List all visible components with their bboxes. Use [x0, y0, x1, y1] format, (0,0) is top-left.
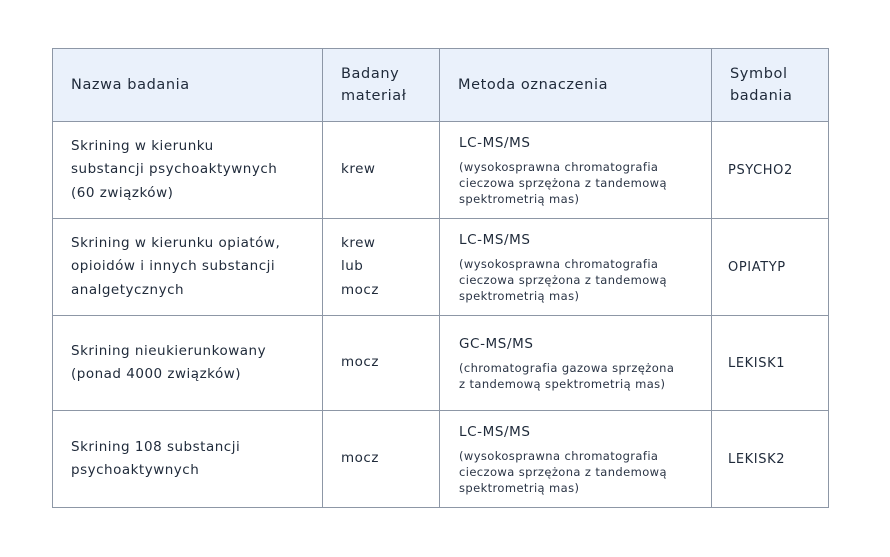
- cell-symbol: LEKISK1: [712, 316, 829, 411]
- test-name-line: analgetycznych: [71, 281, 185, 298]
- material-line: mocz: [341, 354, 379, 371]
- method-name: GC-MS/MS: [459, 335, 534, 352]
- cell-test-name: [53, 122, 323, 219]
- cell-symbol: LEKISK2: [712, 411, 829, 508]
- material-line: krew: [341, 161, 376, 178]
- tests-table-container: [52, 48, 828, 508]
- header-test-name: [53, 49, 323, 122]
- method-desc-line: z tandemową spektrometrią mas): [459, 376, 666, 391]
- cell-method: [440, 411, 712, 508]
- method-desc-line: spektrometrią mas): [459, 480, 580, 495]
- header-symbol-line: Symbol: [730, 66, 788, 82]
- test-name-line: substancji psychoaktywnych: [71, 161, 278, 178]
- tests-table: [52, 48, 829, 508]
- method-name: LC-MS/MS: [459, 423, 531, 440]
- test-name-line: Skrining w kierunku opiatów,: [71, 234, 281, 251]
- method-desc-line: (wysokosprawna chromatografia: [459, 256, 659, 271]
- method-desc-line: (chromatografia gazowa sprzężona: [459, 360, 675, 375]
- method-desc-line: cieczowa sprzężona z tandemową: [459, 272, 667, 287]
- method-desc-line: spektrometrią mas): [459, 191, 580, 206]
- material-line: mocz: [341, 450, 379, 467]
- header-material-line: Badany: [341, 66, 400, 82]
- test-name-line: psychoaktywnych: [71, 462, 200, 478]
- method-name: LC-MS/MS: [459, 134, 531, 151]
- table-row: [53, 219, 829, 316]
- test-name-line: (ponad 4000 związków): [71, 366, 242, 382]
- header-symbol-line: badania: [730, 88, 793, 104]
- cell-symbol: OPIATYP: [712, 219, 829, 316]
- table-row: [53, 411, 829, 508]
- method-description: [459, 360, 705, 392]
- cell-material: [323, 219, 440, 316]
- cell-method: [440, 122, 712, 219]
- table-header: [53, 49, 829, 122]
- method-desc-line: (wysokosprawna chromatografia: [459, 159, 659, 174]
- header-method: [440, 49, 712, 122]
- header-symbol: [712, 49, 829, 122]
- cell-test-name: [53, 219, 323, 316]
- header-test-name-line: Nazwa badania: [71, 77, 190, 93]
- test-name-line: opioidów i innych substancji: [71, 258, 276, 275]
- table-row: [53, 122, 829, 219]
- method-desc-line: cieczowa sprzężona z tandemową: [459, 175, 667, 190]
- cell-method: [440, 219, 712, 316]
- test-name-line: Skrining nieukierunkowany: [71, 342, 267, 359]
- material-line: krew: [341, 234, 376, 251]
- method-desc-line: cieczowa sprzężona z tandemową: [459, 464, 667, 479]
- cell-test-name: [53, 316, 323, 411]
- method-description: [459, 159, 705, 207]
- header-material-line: materiał: [341, 88, 407, 104]
- method-description: [459, 256, 705, 304]
- test-name-line: Skrining 108 substancji: [71, 438, 241, 455]
- method-description: [459, 448, 705, 496]
- table-body: [53, 122, 829, 508]
- material-line: lub: [341, 258, 364, 275]
- cell-test-name: [53, 411, 323, 508]
- cell-material: [323, 122, 440, 219]
- method-desc-line: (wysokosprawna chromatografia: [459, 448, 659, 463]
- cell-material: [323, 316, 440, 411]
- method-name: LC-MS/MS: [459, 231, 531, 248]
- header-material: [323, 49, 440, 122]
- material-line: mocz: [341, 281, 379, 298]
- cell-symbol: PSYCHO2: [712, 122, 829, 219]
- table-row: [53, 316, 829, 411]
- cell-method: [440, 316, 712, 411]
- cell-material: [323, 411, 440, 508]
- test-name-line: (60 związków): [71, 184, 174, 201]
- test-name-line: Skrining w kierunku: [71, 137, 214, 154]
- header-row: [53, 49, 829, 122]
- header-method-line: Metoda oznaczenia: [458, 77, 609, 93]
- method-desc-line: spektrometrią mas): [459, 288, 580, 303]
